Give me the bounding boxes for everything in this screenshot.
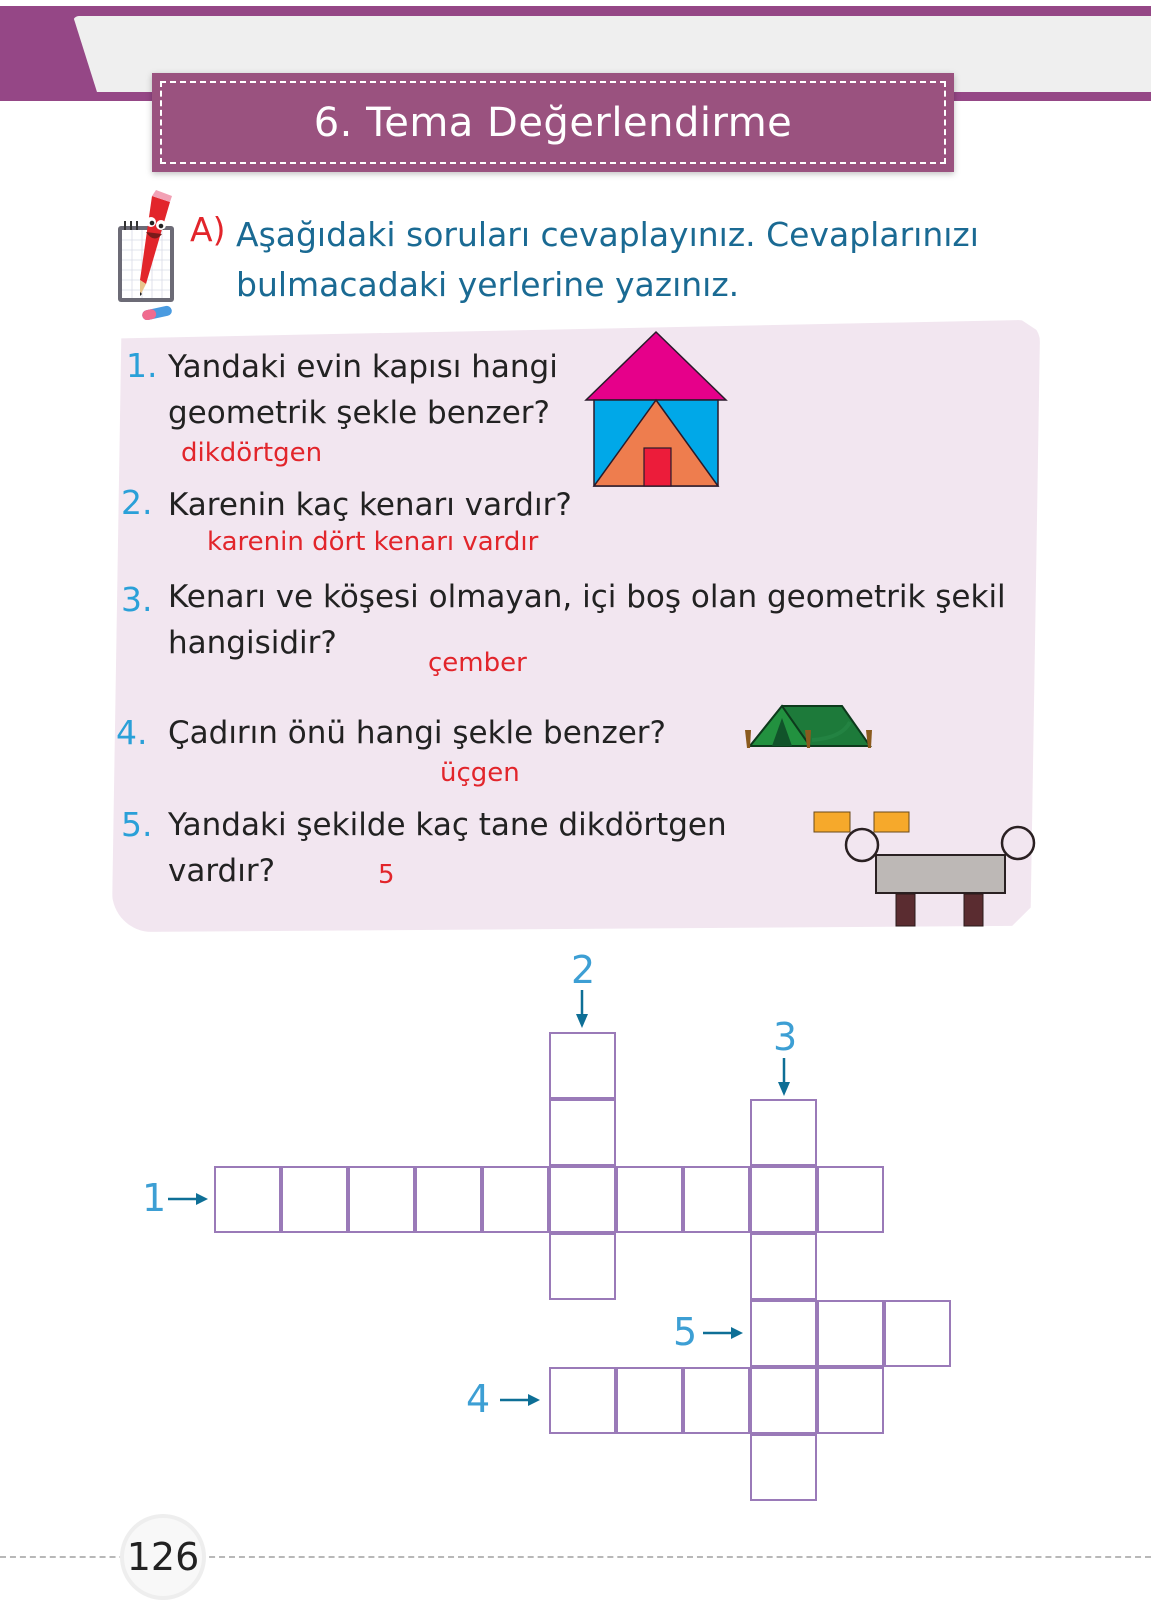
page-title: 6. Tema Değerlendirme bbox=[313, 99, 793, 146]
crossword-cell[interactable] bbox=[884, 1300, 951, 1367]
question-5-answer[interactable]: 5 bbox=[378, 860, 395, 890]
question-1-number: 1. bbox=[126, 346, 158, 385]
crossword-cell[interactable] bbox=[415, 1166, 482, 1233]
tent-illustration bbox=[742, 700, 878, 752]
crossword-cell[interactable] bbox=[683, 1367, 750, 1434]
crossword-cell[interactable] bbox=[817, 1367, 884, 1434]
question-3-number: 3. bbox=[121, 580, 153, 619]
crossword-cell[interactable] bbox=[616, 1367, 683, 1434]
instruction-text bbox=[236, 210, 1036, 310]
crossword-cell[interactable] bbox=[750, 1166, 817, 1233]
page-number: 126 bbox=[126, 1535, 200, 1579]
page-number-badge bbox=[120, 1514, 206, 1600]
crossword-cell[interactable] bbox=[482, 1166, 549, 1233]
crossword-cell[interactable] bbox=[750, 1233, 817, 1300]
crossword-cell[interactable] bbox=[348, 1166, 415, 1233]
shapes-figure-illustration bbox=[810, 808, 1040, 930]
question-5-number: 5. bbox=[121, 805, 153, 844]
crossword-cell[interactable] bbox=[549, 1367, 616, 1434]
question-2-answer[interactable]: karenin dört kenarı vardır bbox=[207, 527, 539, 557]
crossword-cell[interactable] bbox=[750, 1434, 817, 1501]
crossword-cell[interactable] bbox=[817, 1300, 884, 1367]
question-4-text: Çadırın önü hangi şekle benzer? bbox=[168, 715, 666, 751]
clue-number-1: 1 bbox=[142, 1176, 167, 1220]
crossword-cell[interactable] bbox=[549, 1099, 616, 1166]
crossword-cell[interactable] bbox=[750, 1300, 817, 1367]
crossword-cell[interactable] bbox=[683, 1166, 750, 1233]
clue-number-5: 5 bbox=[673, 1310, 698, 1354]
crossword-cell[interactable] bbox=[750, 1099, 817, 1166]
arrow-right-icon bbox=[500, 1393, 540, 1407]
section-letter: A) bbox=[190, 210, 226, 249]
question-3-answer[interactable]: çember bbox=[428, 648, 527, 678]
question-2-text: Karenin kaç kenarı vardır? bbox=[168, 487, 572, 523]
crossword-cell[interactable] bbox=[616, 1166, 683, 1233]
question-4-answer[interactable]: üçgen bbox=[440, 758, 520, 788]
pencil-notepad-icon bbox=[112, 188, 188, 320]
arrow-down-icon bbox=[575, 990, 589, 1028]
clue-number-3: 3 bbox=[773, 1015, 798, 1059]
title-dashed-border bbox=[160, 81, 946, 164]
crossword-cell[interactable] bbox=[817, 1166, 884, 1233]
question-3-text: Kenarı ve köşesi olmayan, içi boş olan geometrik şekil hangisidir? bbox=[168, 579, 1006, 661]
arrow-down-icon bbox=[777, 1058, 791, 1096]
arrow-right-icon bbox=[703, 1326, 743, 1340]
instruction-line-2: bulmacadaki yerlerine yazınız. bbox=[236, 265, 740, 304]
crossword-cell[interactable] bbox=[281, 1166, 348, 1233]
crossword-cell[interactable] bbox=[549, 1233, 616, 1300]
crossword-cell[interactable] bbox=[214, 1166, 281, 1233]
question-1-answer[interactable]: dikdörtgen bbox=[181, 438, 323, 468]
question-1-text: Yandaki evin kapısı hangi geometrik şekle benzer? bbox=[168, 349, 558, 431]
instruction-line-1: Aşağıdaki soruları cevaplayınız. Cevaplarınızı bbox=[236, 215, 979, 254]
question-5-text: Yandaki şekilde kaç tane dikdörtgen vardır? bbox=[168, 807, 727, 889]
crossword-cell[interactable] bbox=[750, 1367, 817, 1434]
crossword-cell[interactable] bbox=[549, 1166, 616, 1233]
title-box bbox=[152, 73, 954, 172]
clue-number-2: 2 bbox=[571, 948, 596, 992]
house-illustration bbox=[580, 328, 732, 490]
clue-number-4: 4 bbox=[466, 1377, 491, 1421]
question-4-number: 4. bbox=[116, 713, 148, 752]
question-2-number: 2. bbox=[121, 483, 153, 522]
crossword-cell[interactable] bbox=[549, 1032, 616, 1099]
arrow-right-icon bbox=[168, 1192, 208, 1206]
